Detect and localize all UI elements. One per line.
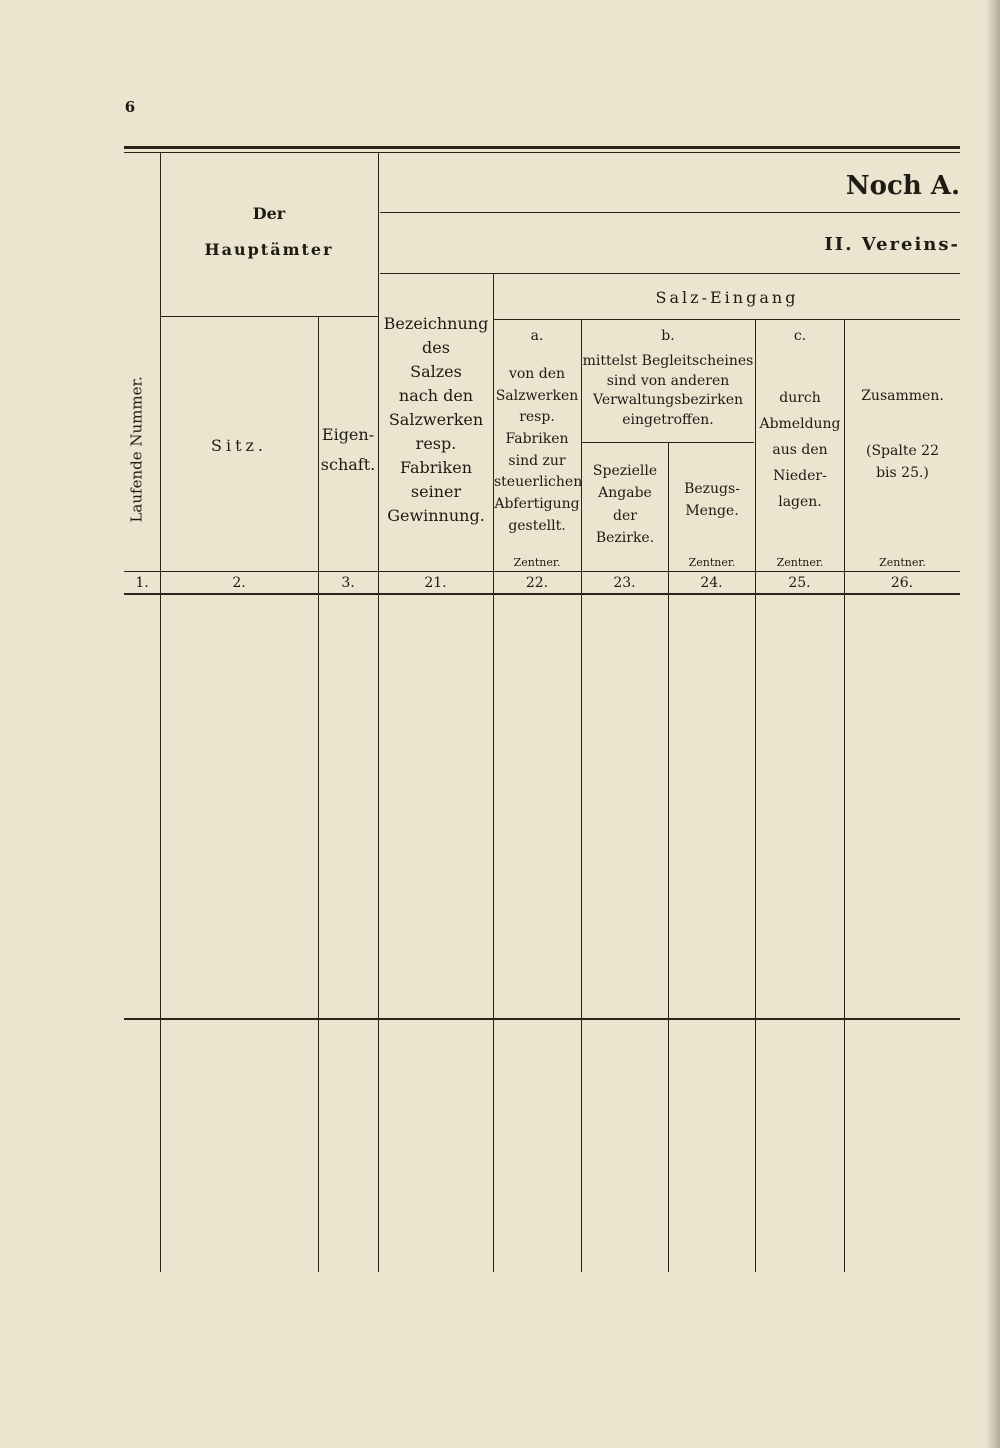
zusammen-label: Zusammen.	[861, 388, 944, 404]
col-number: 25.	[788, 575, 811, 591]
unit-zus: Zentner.	[879, 556, 926, 569]
zusammen-note: (Spalte 22 bis 25.)	[865, 443, 939, 482]
top-rule	[124, 146, 960, 149]
eigenschaft-label: Eigen- schaft.	[320, 425, 376, 475]
col-number: 3.	[341, 575, 355, 591]
col-a-letter: a.	[530, 328, 544, 344]
salz-eingang-heading: Salz-Eingang	[655, 288, 799, 307]
col-b2-text: Bezugs- Menge.	[684, 481, 740, 520]
unit-c: Zentner.	[776, 556, 824, 569]
rule-under-noch	[380, 212, 960, 213]
col-b-text: mittelst Begleitscheines sind von anderen Verwaltungsbezirken eingetroffen.	[582, 353, 754, 428]
page-edge-shadow	[986, 0, 1000, 1448]
col-number: 26.	[890, 575, 914, 591]
laufende-nummer-label: Laufende Nummer.	[127, 376, 146, 523]
col-number: 2.	[232, 575, 246, 591]
hauptaemter-line2: Hauptämter	[204, 240, 334, 259]
bezeichnung-label: Bezeichnung des Salzes nach den Salzwerken resp. Fabriken seiner Gewinnung.	[383, 314, 489, 525]
col-number: 24.	[700, 575, 723, 591]
col-a-text: von den Salzwerken resp. Fabriken sind zur steuerlichen Abfertigung gestellt.	[494, 366, 583, 534]
hauptaemter-line1: Der	[252, 204, 286, 223]
col-number: 23.	[613, 575, 636, 591]
unit-a: Zentner.	[513, 556, 561, 569]
vereins-heading: II. Vereins-	[824, 234, 960, 255]
section-rule	[124, 1018, 960, 1020]
header-rule-top	[124, 571, 960, 572]
col-line-3	[378, 152, 379, 1272]
col-b-letter: b.	[661, 328, 675, 344]
col-number: 1.	[135, 575, 149, 591]
sitz-label: Sitz.	[210, 436, 268, 455]
page-number: 6	[124, 98, 136, 116]
col-c-letter: c.	[793, 328, 807, 344]
col-number: 21.	[424, 575, 447, 591]
rule-under-vereins	[380, 273, 960, 274]
col-line-1	[160, 152, 161, 1272]
col-b1-text: Spezielle Angabe der Bezirke.	[592, 463, 658, 547]
col-number: 22.	[525, 575, 549, 591]
col-c-text: durch Abmeldung aus den Nieder- lagen.	[759, 390, 841, 510]
top-rule-thin	[124, 152, 960, 153]
noch-a-heading: Noch A.	[845, 171, 960, 201]
header-rule-bottom	[124, 593, 960, 595]
rule-under-salz-eingang	[494, 319, 960, 320]
unit-b2: Zentner.	[688, 556, 736, 569]
rule-under-hauptaemter	[160, 316, 378, 317]
